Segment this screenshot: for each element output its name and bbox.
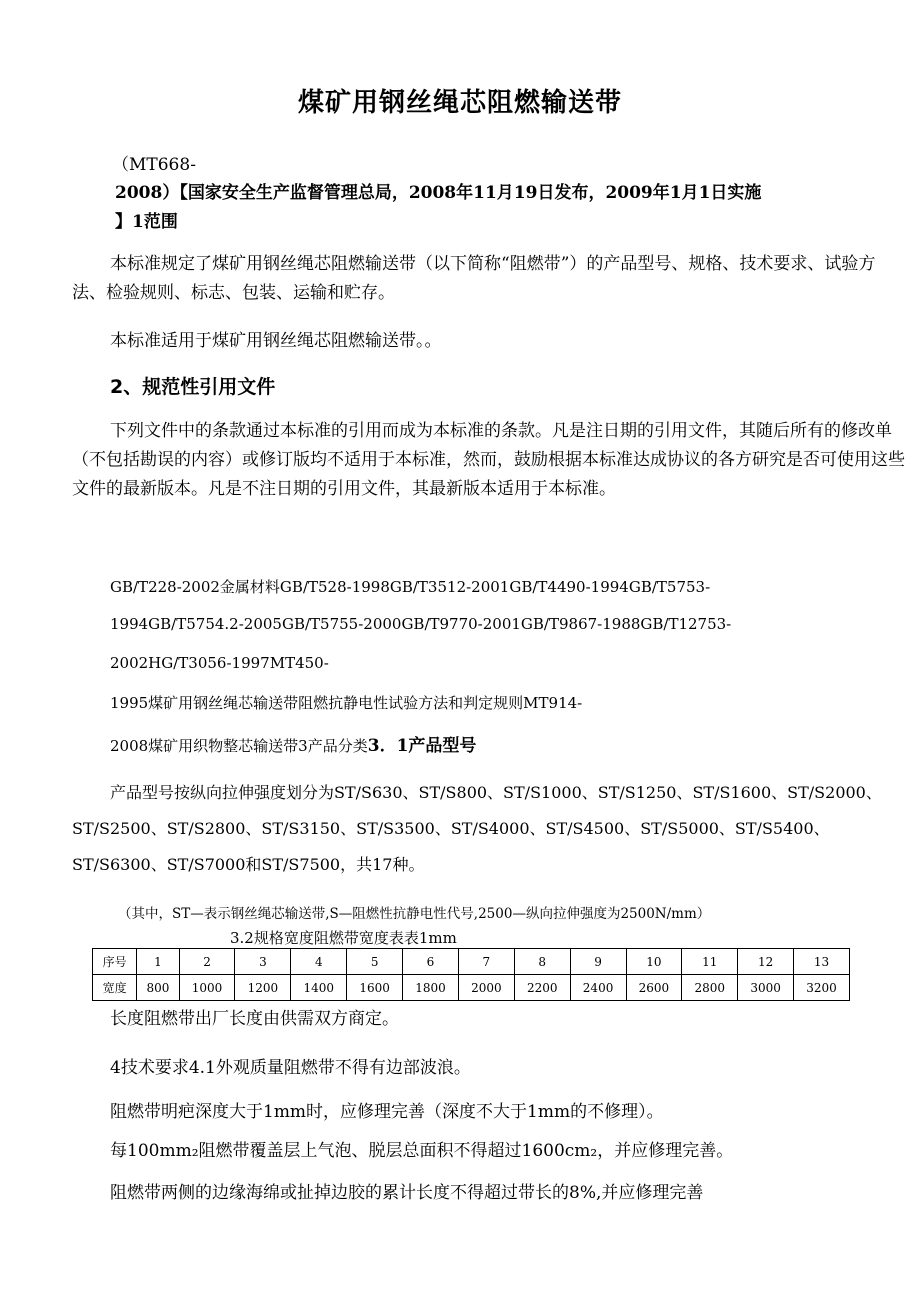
table-cell: 1800 — [403, 975, 459, 1001]
table-caption: 3.2规格宽度阻燃带宽度表表1mm — [230, 929, 457, 947]
table-row-label: 序号 — [93, 949, 137, 975]
applicability-paragraph: 本标准适用于煤矿用钢丝绳芯阻燃输送带。。 — [110, 331, 442, 351]
table-cell: 3200 — [794, 975, 850, 1001]
length-paragraph: 长度阻燃带出厂长度由供需双方商定。 — [110, 1009, 399, 1029]
table-cell: 9 — [570, 949, 626, 975]
table-cell: 2200 — [514, 975, 570, 1001]
model-code-note: （其中，ST—表示钢丝绳芯输送带,S—阻燃性抗静电性代号,2500—纵向拉伸强度为2500N/mm） — [118, 906, 711, 922]
table-cell: 5 — [347, 949, 403, 975]
reference-line: GB/T228-2002金属材料GB/T528-1998GB/T3512-2001GB/T4490-1994GB/T5753- — [110, 578, 711, 596]
section-3-1-heading: 3．1产品型号 — [367, 736, 477, 756]
table-cell: 1200 — [235, 975, 291, 1001]
table-cell: 13 — [794, 949, 850, 975]
table-cell: 6 — [403, 949, 459, 975]
table-cell: 4 — [291, 949, 347, 975]
table-cell: 12 — [738, 949, 794, 975]
normative-references-paragraph: 下列文件中的条款通过本标准的引用而成为本标准的条款。凡是注日期的引用文件，其随后所有的修改单（不包括勘误的内容）或修订版均不适用于本标准，然而，鼓励根据本标准达成协议的各方研究是否可使用这些文件的最新版本。凡是不注日期的引用文件，其最新版本适用于本标准。 — [72, 421, 905, 499]
table-cell: 2600 — [626, 975, 682, 1001]
table-cell: 7 — [458, 949, 514, 975]
table-cell: 3000 — [738, 975, 794, 1001]
reference-text: 2008煤矿用织物整芯输送带3产品分类 — [110, 737, 368, 755]
requirement-line: 阻燃带明疤深度大于1mm时，应修理完善（深度不大于1mm的不修理）。 — [110, 1102, 664, 1122]
table-cell: 10 — [626, 949, 682, 975]
requirement-line: 每100mm₂阻燃带覆盖层上气泡、脱层总面积不得超过1600cm₂，并应修理完善。 — [110, 1141, 734, 1161]
table-cell: 2000 — [458, 975, 514, 1001]
table-cell: 2400 — [570, 975, 626, 1001]
table-cell: 800 — [137, 975, 179, 1001]
reference-line-last — [110, 731, 476, 756]
document-title: 煤矿用钢丝绳芯阻燃输送带 — [297, 88, 622, 118]
table-cell: 2800 — [682, 975, 738, 1001]
table-cell: 11 — [682, 949, 738, 975]
reference-line: 1995煤矿用钢丝绳芯输送带阻燃抗静电性试验方法和判定规则MT914- — [110, 694, 583, 712]
width-table — [92, 948, 850, 1001]
table-cell: 8 — [514, 949, 570, 975]
publication-info-line: 2008）【国家安全生产监督管理总局，2008年11月19日发布，2009年1月1日实施 — [115, 183, 762, 203]
requirement-line: 阻燃带两侧的边缘海绵或扯掉边胶的累计长度不得超过带长的8%,并应修理完善 — [110, 1183, 704, 1203]
standard-number-line: （MT668- — [112, 155, 196, 175]
table-cell: 2 — [179, 949, 235, 975]
section-2-heading: 2、规范性引用文件 — [110, 376, 276, 398]
table-row — [93, 975, 850, 1001]
table-cell: 1000 — [179, 975, 235, 1001]
table-row-label: 宽度 — [93, 975, 137, 1001]
reference-line: 1994GB/T5754.2-2005GB/T5755-2000GB/T9770-2001GB/T9867-1988GB/T12753- — [110, 615, 732, 633]
scope-paragraph: 本标准规定了煤矿用钢丝绳芯阻燃输送带（以下简称“阻燃带”）的产品型号、规格、技术要求、试验方法、检验规则、标志、包装、运输和贮存。 — [72, 254, 876, 303]
table-cell: 1400 — [291, 975, 347, 1001]
table-row — [93, 949, 850, 975]
table-cell: 3 — [235, 949, 291, 975]
scope-heading-line: 】1范围 — [115, 212, 178, 232]
requirement-line: 4技术要求4.1外观质量阻燃带不得有边部波浪。 — [110, 1058, 471, 1078]
product-models-paragraph: 产品型号按纵向拉伸强度划分为ST/S630、ST/S800、ST/S1000、ST/S1250、ST/S1600、ST/S2000、ST/S2500、ST/S2800、ST/S3150、ST/S3500、ST/S4000、ST/S4500、ST/S5000、ST/S5400、ST/S6300、ST/S7000和ST/S7500，共17种。 — [72, 783, 882, 874]
table-cell: 1600 — [347, 975, 403, 1001]
reference-line: 2002HG/T3056-1997MT450- — [110, 654, 329, 672]
table-cell: 1 — [137, 949, 179, 975]
